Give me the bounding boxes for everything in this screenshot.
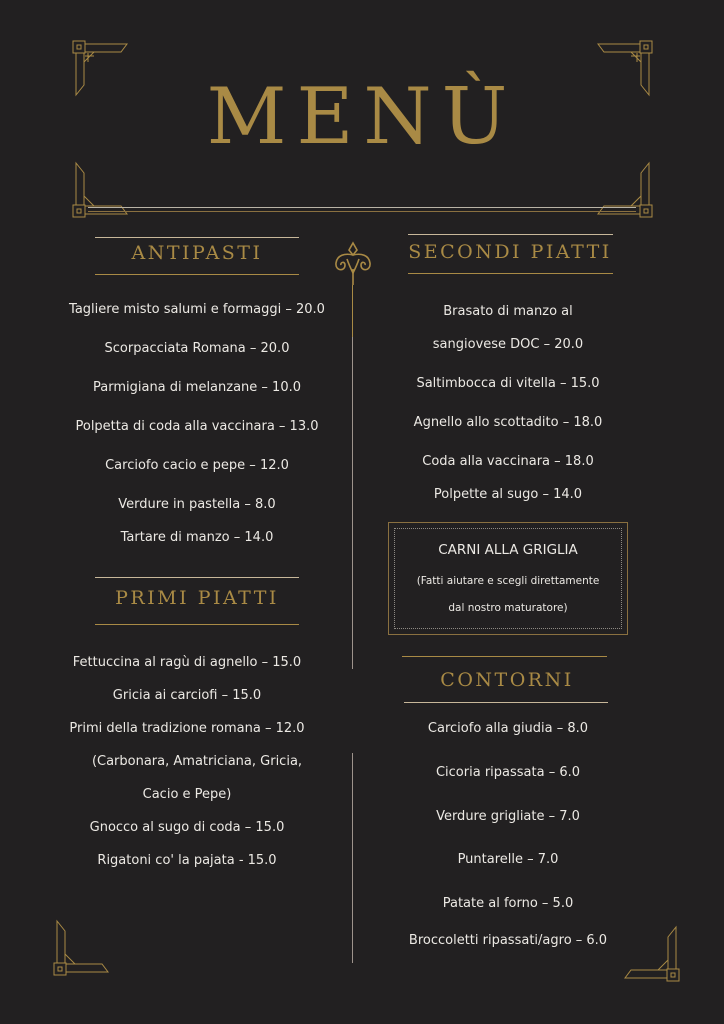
corner-ornament-top-right-icon (593, 40, 653, 100)
corner-ornament-top-left-icon (72, 40, 132, 100)
secondi-item: sangiovese DOC – 20.0 (432, 337, 584, 352)
contorni-item: Carciofo alla giudia – 8.0 (427, 721, 589, 736)
header-rule-bottom (88, 211, 636, 212)
primi-item: (Carbonara, Amatriciana, Gricia, (91, 754, 303, 769)
contorni-item: Broccoletti ripassati/agro – 6.0 (408, 933, 608, 948)
grill-note-line1: (Fatti aiutare e scegli direttamente (416, 575, 600, 587)
primi-item: Cacio e Pepe) (142, 787, 232, 802)
secondi-rule-top (408, 234, 613, 235)
grill-title: CARNI ALLA GRIGLIA (438, 542, 578, 558)
primi-heading: PRIMI PIATTI (115, 587, 279, 609)
contorni-rule-top (402, 656, 607, 657)
antipasti-item: Carciofo cacio e pepe – 12.0 (105, 458, 289, 473)
header-rule-top (88, 207, 636, 208)
primi-rule-bottom (95, 624, 299, 625)
contorni-item: Cicoria ripassata – 6.0 (435, 765, 581, 780)
secondi-item: Polpette al sugo – 14.0 (433, 487, 583, 502)
grill-info-box (388, 522, 628, 635)
antipasti-item: Scorpacciata Romana – 20.0 (104, 341, 290, 356)
secondi-item: Brasato di manzo al (443, 304, 573, 319)
menu-title: MENÙ (206, 72, 518, 162)
antipasti-rule-bottom (95, 274, 299, 275)
contorni-rule-bottom (404, 702, 608, 703)
contorni-item: Puntarelle – 7.0 (457, 852, 559, 867)
primi-item: Primi della tradizione romana – 12.0 (69, 721, 305, 736)
secondi-rule-bottom (408, 273, 613, 274)
corner-ornament-bottom-right-icon (620, 922, 680, 982)
antipasti-item: Parmigiana di melanzane – 10.0 (93, 380, 301, 395)
secondi-item: Saltimbocca di vitella – 15.0 (416, 376, 600, 391)
contorni-item: Verdure grigliate – 7.0 (436, 809, 580, 824)
center-divider-lower (352, 753, 353, 963)
secondi-item: Coda alla vaccinara – 18.0 (422, 454, 594, 469)
corner-ornament-mid-right-icon (593, 158, 653, 218)
corner-ornament-bottom-left-icon (53, 916, 113, 976)
primi-item: Fettuccina al ragù di agnello – 15.0 (72, 655, 302, 670)
fleur-divider-icon (331, 241, 375, 285)
primi-item: Gricia ai carciofi – 15.0 (112, 688, 262, 703)
antipasti-heading: ANTIPASTI (131, 242, 263, 264)
contorni-heading: CONTORNI (440, 669, 574, 691)
center-divider-gold (352, 285, 353, 337)
antipasti-item: Verdure in pastella – 8.0 (118, 497, 276, 512)
center-divider-upper (352, 337, 353, 669)
secondi-item: Agnello allo scottadito – 18.0 (413, 415, 603, 430)
contorni-item: Patate al forno – 5.0 (442, 896, 574, 911)
primi-rule-top (95, 577, 299, 578)
antipasti-item: Polpetta di coda alla vaccinara – 13.0 (75, 419, 319, 434)
corner-ornament-mid-left-icon (72, 158, 132, 218)
antipasti-rule-top (95, 237, 299, 238)
secondi-heading: SECONDI PIATTI (408, 241, 612, 263)
antipasti-item: Tartare di manzo – 14.0 (120, 530, 274, 545)
antipasti-item: Tagliere misto salumi e formaggi – 20.0 (69, 302, 325, 317)
grill-note-line2: dal nostro maturatore) (448, 602, 568, 614)
primi-item: Gnocco al sugo di coda – 15.0 (89, 820, 285, 835)
primi-item: Rigatoni co' la pajata - 15.0 (97, 853, 277, 868)
